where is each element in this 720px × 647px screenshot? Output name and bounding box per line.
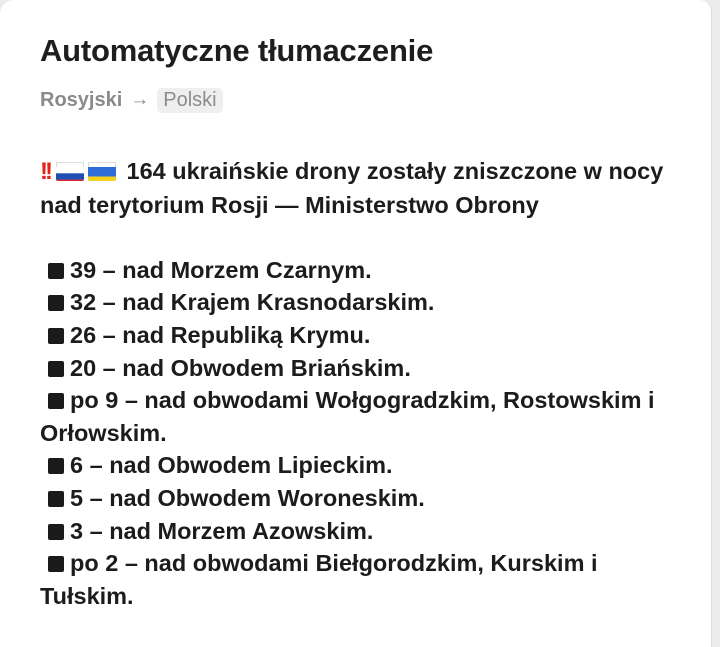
black-square-icon	[48, 524, 64, 540]
black-square-icon	[48, 328, 64, 344]
black-square-icon	[48, 491, 64, 507]
language-pair	[40, 86, 223, 114]
double-exclamation-icon: !!	[40, 158, 50, 185]
list-item	[40, 482, 680, 515]
source-language[interactable]: Rosyjski	[40, 88, 123, 111]
list-item	[40, 515, 680, 548]
black-square-icon	[48, 263, 64, 279]
message-headline	[40, 155, 680, 221]
list-item-text: 3 – nad Morzem Azowskim.	[70, 517, 374, 544]
list-item	[40, 384, 680, 449]
black-square-icon	[48, 393, 64, 409]
list-item-text: 32 – nad Krajem Krasnodarskim.	[70, 289, 435, 316]
list-item	[40, 352, 680, 385]
list-item-text: po 9 – nad obwodami Wołgogradzkim, Rostowskim i Orłowskim.	[40, 387, 655, 446]
target-language[interactable]: Polski	[157, 88, 222, 113]
black-square-icon	[48, 295, 64, 311]
headline-text: 164 ukraińskie drony zostały zniszczone w nocy nad terytorium Rosji — Ministerstwo Obrony	[40, 158, 664, 218]
list-item-text: 5 – nad Obwodem Woroneskim.	[70, 484, 425, 511]
list-item-text: 20 – nad Obwodem Briańskim.	[70, 354, 411, 381]
drone-count-list	[40, 254, 680, 613]
spacer	[40, 221, 680, 254]
list-item	[40, 286, 680, 319]
list-item-text: 26 – nad Republiką Krymu.	[70, 321, 371, 348]
list-item-text: 39 – nad Morzem Czarnym.	[70, 256, 372, 283]
list-item	[40, 319, 680, 352]
list-item	[40, 449, 680, 482]
translated-message	[40, 155, 680, 612]
list-item	[40, 254, 680, 287]
russia-flag-icon	[56, 162, 84, 181]
list-item	[40, 547, 680, 612]
list-item-text: 6 – nad Obwodem Lipieckim.	[70, 452, 393, 479]
ukraine-flag-icon	[88, 162, 116, 181]
arrow-right-icon: →	[130, 89, 150, 110]
black-square-icon	[48, 361, 64, 377]
black-square-icon	[48, 556, 64, 572]
black-square-icon	[48, 458, 64, 474]
card-title: Automatyczne tłumaczenie	[40, 33, 434, 68]
list-item-text: po 2 – nad obwodami Biełgorodzkim, Kurskim i Tułskim.	[40, 550, 598, 609]
